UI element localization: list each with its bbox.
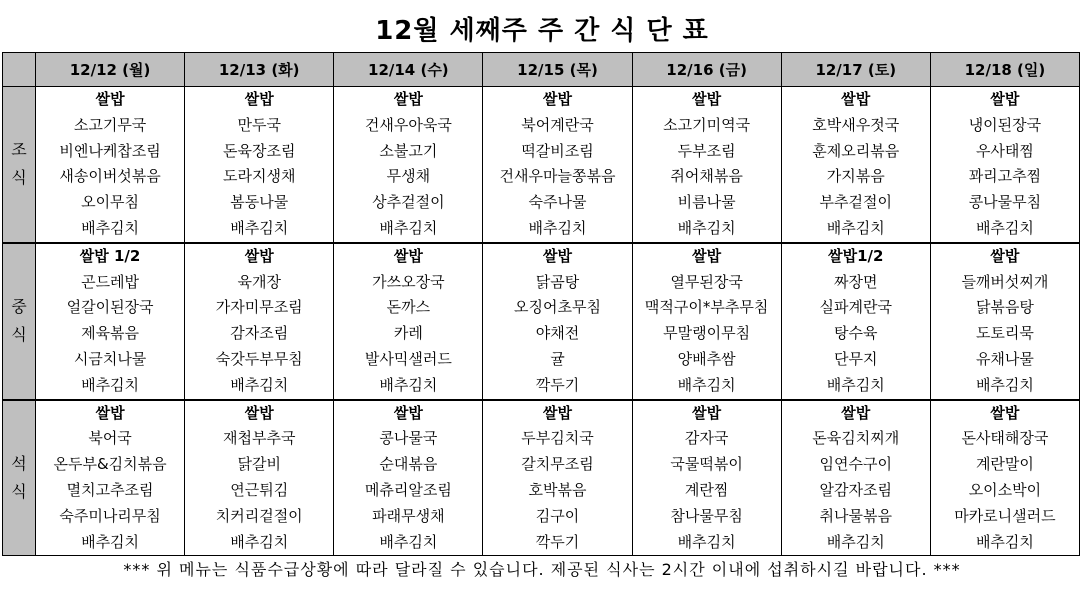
menu-item: 소고기미역국 (663, 115, 751, 134)
menu-item: 쌀밥 (543, 403, 572, 422)
menu-item: 귤 (550, 349, 565, 368)
menu-item: 짜장면 (834, 272, 878, 291)
menu-item: 무말랭이무침 (663, 324, 751, 343)
menu-item: 냉이된장국 (968, 115, 1042, 134)
menu-item: 야채전 (535, 324, 580, 343)
menu-item: 마카로니샐러드 (954, 506, 1056, 525)
menu-item: 배추김치 (230, 218, 289, 237)
menu-item: 쌀밥 (990, 246, 1020, 265)
meal-row (3, 87, 1080, 243)
menu-item: 실파계란국 (819, 298, 892, 317)
page-title: 12월 세째주 주 간 식 단 표 (375, 16, 709, 46)
meal-row (3, 243, 1080, 400)
menu-item: 소불고기 (379, 141, 438, 160)
menu-item: 계란찜 (684, 480, 729, 499)
menu-cell (781, 87, 930, 243)
menu-cell (632, 400, 781, 556)
menu-item: 들깨버섯찌개 (961, 272, 1049, 291)
menu-item: 쌀밥 (990, 90, 1020, 108)
menu-item: 시금치나물 (73, 349, 147, 368)
menu-item: 쌀밥 (692, 403, 722, 422)
menu-item: 도라지생채 (222, 167, 296, 186)
menu-item: 배추김치 (826, 375, 885, 394)
menu-item: 메츄리알조림 (364, 480, 452, 499)
weekly-menu-table (2, 52, 1080, 556)
menu-item: 단무지 (834, 349, 878, 368)
menu-cell (185, 400, 334, 556)
menu-item: 떡갈비조림 (521, 141, 594, 160)
menu-item: 깍두기 (535, 375, 580, 394)
meal-label-char: 석 (11, 453, 27, 473)
menu-item: 부추겉절이 (819, 193, 892, 212)
menu-item: 배추김치 (81, 218, 140, 237)
menu-item: 닭볶음탕 (975, 298, 1034, 317)
day-header: 12/14 (수) (334, 53, 483, 87)
menu-item: 배추김치 (975, 532, 1034, 551)
menu-item: 배추김치 (379, 375, 438, 394)
menu-item: 숙주미나리무침 (59, 506, 161, 525)
menu-item: 배추김치 (826, 218, 885, 237)
menu-item: 쌀밥 (393, 246, 423, 265)
menu-item: 배추김치 (528, 218, 587, 237)
menu-item: 열무된장국 (670, 272, 743, 291)
menu-item: 두부조림 (677, 141, 736, 160)
menu-item: 온두부&김치볶음 (53, 455, 167, 474)
menu-item: 닭곰탕 (535, 272, 580, 291)
menu-item: 비름나물 (677, 193, 736, 212)
menu-item: 가지볶음 (826, 167, 885, 186)
menu-item: 쌀밥 (244, 403, 274, 422)
menu-item: 북어국 (88, 429, 132, 448)
meal-label-char: 식 (11, 168, 27, 188)
menu-item: 제육볶음 (81, 324, 140, 343)
menu-item: 만두국 (237, 115, 281, 134)
menu-item: 북어계란국 (521, 115, 594, 134)
menu-item: 배추김치 (826, 532, 885, 551)
menu-item: 숙갓두부무침 (215, 349, 303, 368)
menu-item: 발사믹샐러드 (364, 349, 452, 368)
menu-cell (334, 243, 483, 400)
menu-item: 쌀밥 (692, 90, 722, 108)
menu-item: 돈육김치찌개 (812, 429, 900, 448)
menu-item: 도토리묵 (975, 324, 1034, 343)
menu-item: 쌀밥 (393, 90, 423, 108)
menu-item: 계란말이 (975, 455, 1034, 474)
menu-cell (185, 87, 334, 243)
menu-item: 봄동나물 (230, 193, 289, 212)
header-row (3, 53, 1080, 87)
menu-cell (781, 243, 930, 400)
menu-item: 육개장 (237, 272, 281, 291)
menu-item: 상추겉절이 (372, 193, 445, 212)
menu-item: 쌀밥 (95, 403, 125, 422)
menu-item: 배추김치 (975, 218, 1034, 237)
meal-label (3, 243, 36, 400)
menu-item: 얼갈이된장국 (66, 298, 154, 317)
menu-item: 두부김치국 (521, 429, 594, 448)
menu-cell (632, 243, 781, 400)
menu-cell (483, 400, 632, 556)
menu-item: 쌀밥 (841, 403, 871, 422)
menu-item: 호박볶음 (528, 480, 587, 499)
menu-item: 치커리겉절이 (215, 506, 303, 525)
footer-notice: *** 위 메뉴는 식품수급상황에 따라 달라질 수 있습니다. 제공된 식사는 2시간 이내에 섭취하시길 바랍니다. *** (123, 560, 961, 579)
menu-item: 새송이버섯볶음 (59, 167, 161, 186)
menu-item: 배추김치 (379, 218, 438, 237)
menu-item: 연근튀김 (230, 480, 289, 499)
menu-cell (930, 243, 1079, 400)
menu-item: 돈사태해장국 (961, 429, 1049, 448)
meal-label (3, 87, 36, 243)
day-header: 12/15 (목) (483, 53, 632, 87)
day-header: 12/18 (일) (930, 53, 1079, 87)
menu-item: 오이무침 (81, 193, 140, 212)
menu-cell (334, 87, 483, 243)
menu-item: 무생채 (386, 167, 431, 186)
menu-item: 돈육장조림 (222, 141, 296, 160)
menu-item: 깍두기 (535, 532, 580, 551)
menu-item: 탕수육 (834, 324, 878, 343)
menu-item: 쌀밥 (244, 246, 274, 265)
day-header: 12/12 (월) (36, 53, 185, 87)
menu-item: 쌀밥 (990, 403, 1020, 422)
menu-cell (36, 243, 185, 400)
menu-item: 감자국 (684, 429, 729, 448)
menu-item: 파래무생채 (372, 506, 445, 525)
menu-item: 훈제오리볶음 (812, 141, 900, 160)
day-header: 12/13 (화) (185, 53, 334, 87)
day-header: 12/17 (토) (781, 53, 930, 87)
menu-item: 비엔나케찹조림 (59, 141, 161, 160)
menu-cell (930, 400, 1079, 556)
menu-item: 맥적구이*부추무침 (644, 298, 769, 317)
meal-label-char: 조 (11, 140, 27, 160)
menu-item: 쌀밥 (841, 90, 871, 108)
menu-item: 배추김치 (81, 532, 140, 551)
menu-item: 곤드레밥 (81, 272, 140, 291)
menu-item: 배추김치 (81, 375, 140, 394)
menu-item: 참나물무침 (670, 506, 743, 525)
menu-cell (36, 87, 185, 243)
menu-item: 콩나물무침 (968, 193, 1042, 212)
menu-item: 가자미무조림 (215, 298, 303, 317)
meal-label-char: 식 (11, 325, 27, 345)
menu-item: 쥐어채볶음 (670, 167, 743, 186)
menu-item: 배추김치 (677, 532, 736, 551)
menu-item: 유채나물 (975, 349, 1034, 368)
menu-item: 국물떡볶이 (670, 455, 743, 474)
menu-item: 쌀밥 1/2 (79, 246, 141, 265)
menu-item: 쌀밥 (543, 90, 572, 108)
menu-item: 알감자조림 (819, 480, 892, 499)
menu-item: 배추김치 (230, 375, 289, 394)
menu-item: 임연수구이 (819, 455, 892, 474)
menu-item: 소고기무국 (73, 115, 147, 134)
menu-item: 콩나물국 (379, 429, 438, 448)
menu-item: 쌀밥 (244, 90, 274, 108)
menu-cell (36, 400, 185, 556)
menu-item: 쌀밥 (543, 246, 572, 265)
corner-cell (3, 53, 36, 87)
menu-item: 김구이 (535, 506, 580, 525)
menu-cell (781, 400, 930, 556)
meal-label-char: 중 (11, 297, 27, 317)
menu-item: 카레 (393, 324, 423, 343)
menu-cell (632, 87, 781, 243)
menu-item: 쌀밥1/2 (828, 246, 884, 265)
menu-item: 닭갈비 (237, 455, 281, 474)
menu-cell (483, 87, 632, 243)
menu-item: 가쓰오장국 (372, 272, 445, 291)
menu-cell (930, 87, 1079, 243)
menu-item: 배추김치 (975, 375, 1034, 394)
menu-item: 배추김치 (677, 218, 736, 237)
menu-item: 멸치고추조림 (66, 480, 154, 499)
menu-item: 배추김치 (379, 532, 438, 551)
menu-cell (334, 400, 483, 556)
menu-item: 배추김치 (677, 375, 736, 394)
menu-item: 쌀밥 (692, 246, 722, 265)
menu-item: 양배추쌈 (677, 349, 736, 368)
menu-item: 재첩부추국 (222, 429, 296, 448)
meal-row (3, 400, 1080, 556)
day-header: 12/16 (금) (632, 53, 781, 87)
menu-item: 호박새우젓국 (812, 115, 900, 134)
menu-item: 건새우아욱국 (364, 115, 452, 134)
menu-cell (185, 243, 334, 400)
menu-item: 우사태찜 (975, 141, 1034, 160)
menu-item: 쌀밥 (95, 90, 125, 108)
menu-item: 감자조림 (230, 324, 289, 343)
menu-item: 오이소박이 (968, 480, 1042, 499)
menu-item: 갈치무조림 (521, 455, 594, 474)
menu-item: 꽈리고추찜 (968, 167, 1042, 186)
menu-item: 건새우마늘쫑볶음 (499, 167, 616, 186)
meal-label (3, 400, 36, 556)
menu-item: 오징어초무침 (514, 298, 601, 317)
menu-item: 쌀밥 (393, 403, 423, 422)
menu-item: 배추김치 (230, 532, 289, 551)
menu-item: 돈까스 (386, 298, 431, 317)
menu-item: 취나물볶음 (819, 506, 892, 525)
menu-item: 숙주나물 (528, 193, 587, 212)
meal-label-char: 식 (11, 481, 27, 501)
menu-body (3, 87, 1080, 556)
menu-item: 순대볶음 (379, 455, 438, 474)
menu-cell (483, 243, 632, 400)
